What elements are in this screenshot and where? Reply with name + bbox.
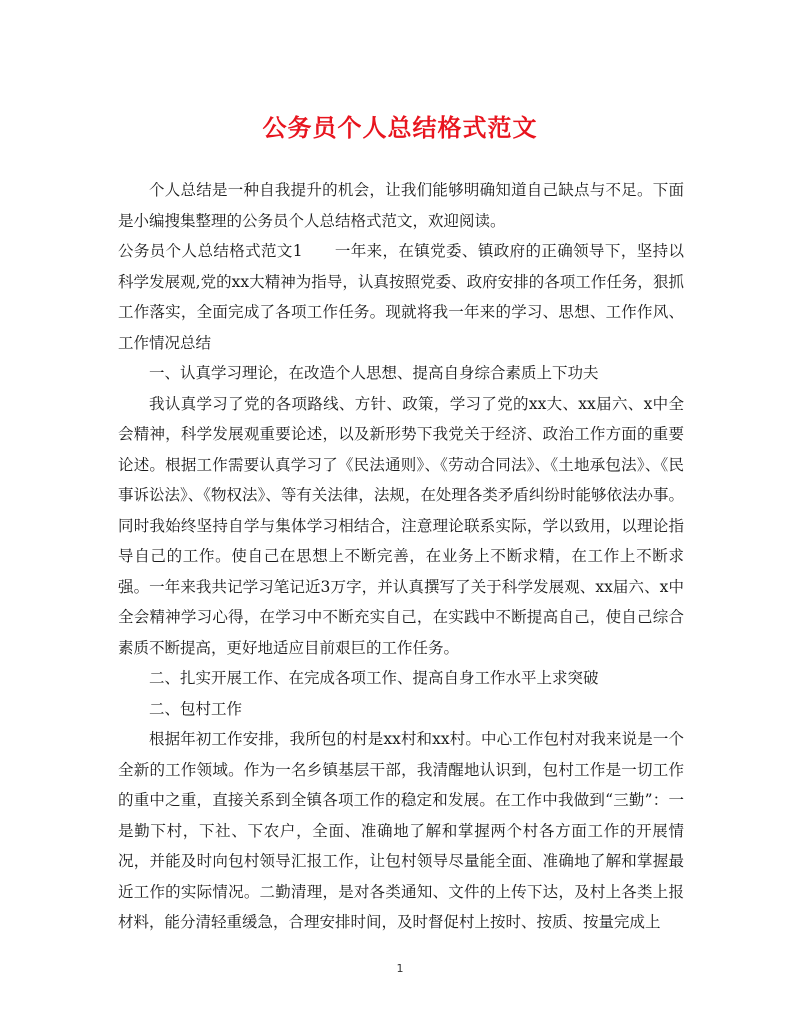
paragraph-intro: 个人总结是一种自我提升的机会，让我们能够明确知道自己缺点与不足。下面是小编搜集整理的公务员个人总结格式范文，欢迎阅读。 [118, 181, 684, 230]
paragraph-study-details: 我认真学习了党的各项路线、方针、政策，学习了党的xx大、xx届六、x中全会精神，科学发展观重要论述，以及新形势下我党关于经济、政治工作方面的重要论述。根据工作需要认真学习了《民法通则》、《劳动合同法》、《土地承包法》、《民事诉讼法》、《物权法》、等有关法律，法规，在处理各类矛盾纠纷时能够依法办事。同时我始终坚持自学与集体学习相结合，注意理论联系实际，学以致用，以理论指导自己的工作。使自己在思想上不断完善，在业务上不断求精，在工作上不断求强。一年来我共记学习笔记近3万字，并认真撰写了关于科学发展观、xx届六、x中全会精神学习心得，在学习中不断充实自己，在实践中不断提高自己，使自己综合素质不断提高，更好地适应目前艰巨的工作任务。 [118, 394, 684, 657]
section-heading-work-breakthrough: 二、扎实开展工作、在完成各项工作、提高自身工作水平上求突破 [149, 669, 599, 687]
section-heading-village-work: 二、包村工作 [149, 699, 243, 718]
paragraph-sample-1-opening: 公务员个人总结格式范文1 一年来，在镇党委、镇政府的正确领导下，坚持以科学发展观,党的xx大精神为指导，认真按照党委、政府安排的各项工作任务，狠抓工作落实，全面完成了各项工作任务。现就将我一年来的学习、思想、工作作风、工作情况总结 [118, 242, 684, 352]
section-heading-study-theory: 一、认真学习理论，在改造个人思想、提高自身综合素质上下功夫 [149, 364, 599, 382]
document-title: 公务员个人总结格式范文 [262, 114, 538, 142]
page-number: 1 [396, 962, 404, 975]
document-body [118, 175, 684, 938]
paragraph-village-work-details: 根据年初工作安排，我所包的村是xx村和xx村。中心工作包村对我来说是一个全新的工作领域。作为一名乡镇基层干部，我清醒地认识到，包村工作是一切工作的重中之重，直接关系到全镇各项工作的稳定和发展。在工作中我做到“三勤”：一是勤下村，下社、下农户，全面、准确地了解和掌握两个村各方面工作的开展情况，并能及时向包村领导汇报工作，让包村领导尽量能全面、准确地了解和掌握最近工作的实际情况。二勤清理，是对各类通知、文件的上传下达，及村上各类上报材料，能分清轻重缓急，合理安排时间，及时督促村上按时、按质、按量完成上 [118, 730, 684, 931]
